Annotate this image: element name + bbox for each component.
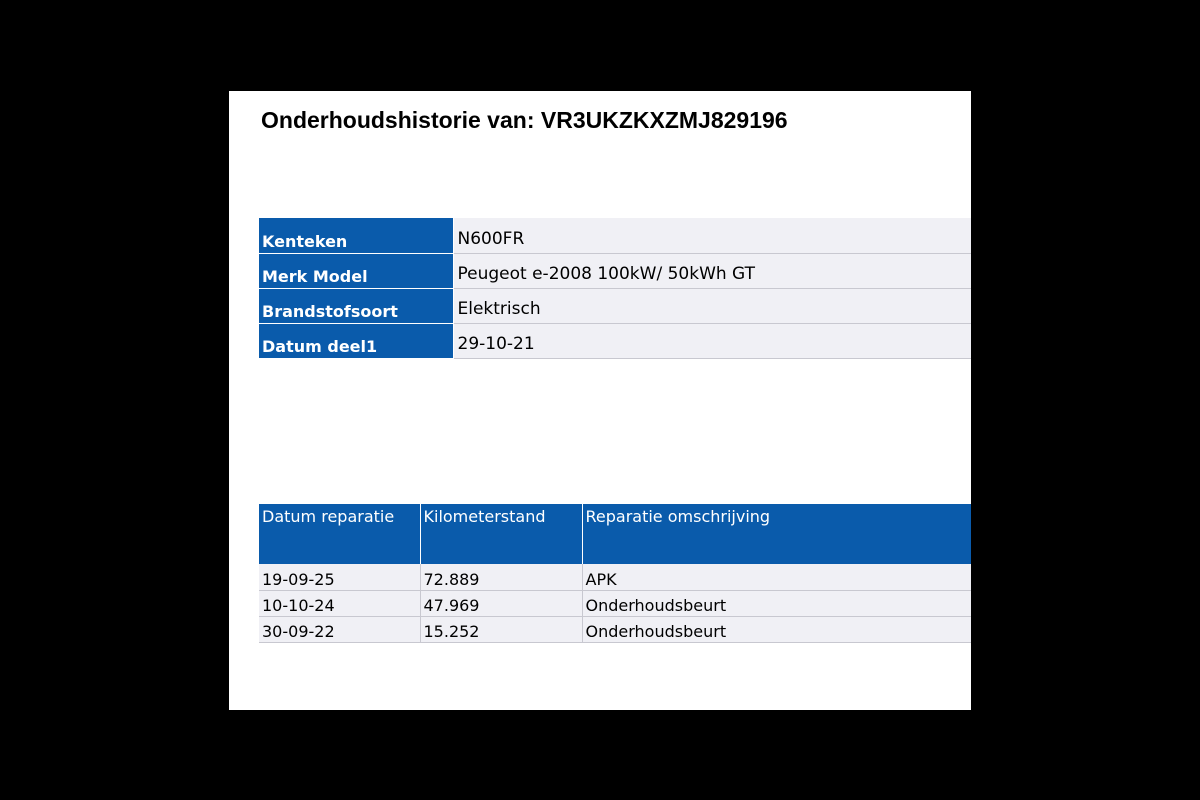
vehicle-info-label: Brandstofsoort xyxy=(259,288,453,323)
repair-date-cell: 10-10-24 xyxy=(259,590,420,616)
vehicle-info-table xyxy=(259,218,971,359)
table-header-row xyxy=(259,504,971,564)
vehicle-info-value: Elektrisch xyxy=(453,288,971,323)
table-row xyxy=(259,590,971,616)
vehicle-info-value: Peugeot e-2008 100kW/ 50kWh GT xyxy=(453,253,971,288)
column-header-date: Datum reparatie xyxy=(259,504,420,564)
description-cell: Onderhoudsbeurt xyxy=(582,590,971,616)
vehicle-info-label: Kenteken xyxy=(259,218,453,253)
repair-date-cell: 30-09-22 xyxy=(259,616,420,642)
table-row xyxy=(259,564,971,590)
description-cell: APK xyxy=(582,564,971,590)
table-row xyxy=(259,616,971,642)
vehicle-info-row-kenteken xyxy=(259,218,971,253)
vehicle-info-row-brandstofsoort xyxy=(259,288,971,323)
column-header-description: Reparatie omschrijving xyxy=(582,504,971,564)
vehicle-info-value: 29-10-21 xyxy=(453,323,971,358)
description-cell: Onderhoudsbeurt xyxy=(582,616,971,642)
vehicle-info-label: Merk Model xyxy=(259,253,453,288)
mileage-cell: 15.252 xyxy=(420,616,582,642)
vehicle-info-value: N600FR xyxy=(453,218,971,253)
vehicle-info-row-datum-deel1 xyxy=(259,323,971,358)
vehicle-info-label: Datum deel1 xyxy=(259,323,453,358)
maintenance-history-table xyxy=(259,504,971,643)
repair-date-cell: 19-09-25 xyxy=(259,564,420,590)
document-page xyxy=(229,91,971,710)
mileage-cell: 47.969 xyxy=(420,590,582,616)
vehicle-info-row-merk-model xyxy=(259,253,971,288)
column-header-mileage: Kilometerstand xyxy=(420,504,582,564)
page-title: Onderhoudshistorie van: VR3UKZKXZMJ829196 xyxy=(261,107,788,133)
mileage-cell: 72.889 xyxy=(420,564,582,590)
